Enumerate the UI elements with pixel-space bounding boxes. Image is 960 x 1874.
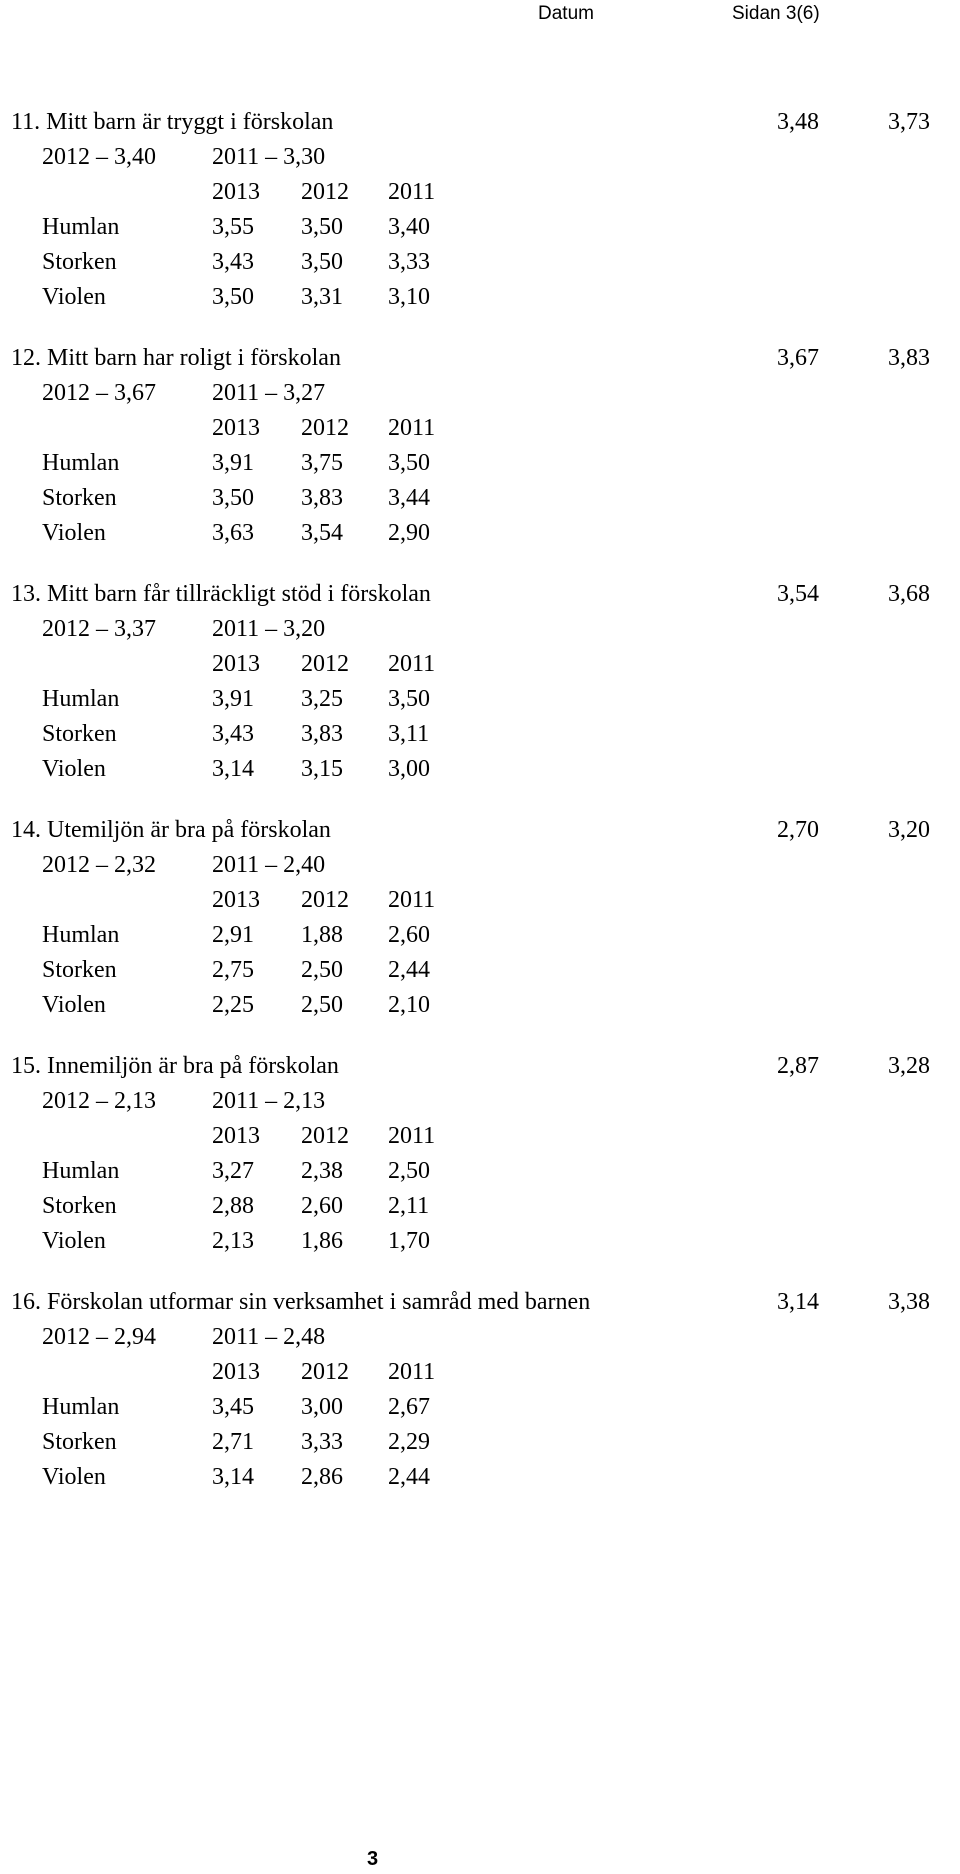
question-header-row	[0, 577, 960, 612]
unit-value: 3,00	[388, 756, 430, 782]
question-value-secondary: 3,83	[888, 345, 930, 371]
question-value-primary: 3,67	[777, 345, 819, 371]
unit-value: 1,88	[301, 922, 343, 948]
year-header: 2012	[301, 651, 349, 677]
history-value: 2012 – 2,13	[42, 1088, 156, 1114]
unit-value: 3,43	[212, 249, 254, 275]
unit-row	[0, 988, 960, 1023]
year-header-row	[0, 411, 960, 446]
unit-value: 3,40	[388, 214, 430, 240]
question-title: 13. Mitt barn får tillräckligt stöd i förskolan	[11, 581, 431, 607]
history-value: 2012 – 2,32	[42, 852, 156, 878]
unit-name: Violen	[42, 1228, 106, 1254]
unit-name: Humlan	[42, 1158, 120, 1184]
unit-value: 2,71	[212, 1429, 254, 1455]
unit-value: 2,10	[388, 992, 430, 1018]
unit-value: 2,90	[388, 520, 430, 546]
history-value: 2011 – 3,30	[212, 144, 326, 170]
unit-name: Humlan	[42, 686, 120, 712]
history-value: 2011 – 2,13	[212, 1088, 326, 1114]
unit-name: Storken	[42, 1429, 117, 1455]
unit-value: 3,91	[212, 450, 254, 476]
question-title: 14. Utemiljön är bra på förskolan	[11, 817, 331, 843]
unit-value: 3,75	[301, 450, 343, 476]
unit-value: 3,50	[212, 284, 254, 310]
unit-name: Storken	[42, 485, 117, 511]
unit-row	[0, 682, 960, 717]
unit-name: Humlan	[42, 450, 120, 476]
year-header-row	[0, 175, 960, 210]
unit-name: Humlan	[42, 922, 120, 948]
history-value: 2012 – 3,37	[42, 616, 156, 642]
unit-name: Storken	[42, 249, 117, 275]
unit-value: 2,60	[301, 1193, 343, 1219]
unit-value: 3,25	[301, 686, 343, 712]
page-number: 3	[367, 1848, 379, 1870]
unit-value: 3,00	[301, 1394, 343, 1420]
unit-value: 3,44	[388, 485, 430, 511]
unit-name: Storken	[42, 957, 117, 983]
unit-value: 3,63	[212, 520, 254, 546]
question-title: 16. Förskolan utformar sin verksamhet i samråd med barnen	[11, 1289, 591, 1315]
unit-row	[0, 1425, 960, 1460]
unit-row	[0, 752, 960, 787]
unit-value: 3,83	[301, 485, 343, 511]
unit-name: Violen	[42, 520, 106, 546]
year-header: 2013	[212, 651, 260, 677]
history-value: 2011 – 3,20	[212, 616, 326, 642]
year-header: 2011	[388, 1359, 436, 1385]
year-header: 2012	[301, 1359, 349, 1385]
unit-value: 3,27	[212, 1158, 254, 1184]
unit-value: 3,50	[388, 686, 430, 712]
question-value-primary: 3,14	[777, 1289, 819, 1315]
year-header: 2013	[212, 1123, 260, 1149]
unit-value: 2,38	[301, 1158, 343, 1184]
history-row	[0, 612, 960, 647]
year-header: 2012	[301, 415, 349, 441]
history-row	[0, 1084, 960, 1119]
unit-row	[0, 210, 960, 245]
question-header-row	[0, 1049, 960, 1084]
unit-value: 2,67	[388, 1394, 430, 1420]
unit-value: 2,44	[388, 1464, 430, 1490]
unit-value: 3,50	[301, 214, 343, 240]
unit-value: 2,86	[301, 1464, 343, 1490]
unit-row	[0, 516, 960, 551]
history-row	[0, 140, 960, 175]
unit-value: 3,14	[212, 1464, 254, 1490]
year-header: 2013	[212, 1359, 260, 1385]
unit-row	[0, 1189, 960, 1224]
question-header-row	[0, 105, 960, 140]
unit-name: Storken	[42, 1193, 117, 1219]
unit-name: Violen	[42, 992, 106, 1018]
unit-name: Violen	[42, 756, 106, 782]
unit-value: 1,70	[388, 1228, 430, 1254]
unit-row	[0, 1154, 960, 1189]
year-header: 2012	[301, 1123, 349, 1149]
question-value-primary: 2,87	[777, 1053, 819, 1079]
question-section	[0, 341, 960, 571]
unit-name: Humlan	[42, 1394, 120, 1420]
unit-value: 2,13	[212, 1228, 254, 1254]
unit-value: 2,50	[301, 957, 343, 983]
question-section	[0, 813, 960, 1043]
year-header: 2012	[301, 887, 349, 913]
question-header-row	[0, 341, 960, 376]
unit-name: Violen	[42, 1464, 106, 1490]
history-value: 2012 – 2,94	[42, 1324, 156, 1350]
unit-value: 2,44	[388, 957, 430, 983]
unit-value: 3,45	[212, 1394, 254, 1420]
question-header-row	[0, 1285, 960, 1320]
year-header-row	[0, 883, 960, 918]
unit-value: 2,25	[212, 992, 254, 1018]
history-row	[0, 848, 960, 883]
question-value-secondary: 3,20	[888, 817, 930, 843]
unit-value: 2,60	[388, 922, 430, 948]
unit-value: 2,88	[212, 1193, 254, 1219]
question-title: 12. Mitt barn har roligt i förskolan	[11, 345, 341, 371]
unit-row	[0, 1224, 960, 1259]
history-row	[0, 1320, 960, 1355]
unit-row	[0, 1390, 960, 1425]
unit-value: 2,11	[388, 1193, 430, 1219]
header-datum: Datum	[538, 3, 594, 24]
unit-value: 3,55	[212, 214, 254, 240]
unit-value: 3,31	[301, 284, 343, 310]
question-value-secondary: 3,68	[888, 581, 930, 607]
year-header: 2011	[388, 415, 436, 441]
unit-value: 3,43	[212, 721, 254, 747]
year-header-row	[0, 1355, 960, 1390]
year-header: 2011	[388, 651, 436, 677]
question-section	[0, 105, 960, 335]
question-value-secondary: 3,73	[888, 109, 930, 135]
history-value: 2011 – 3,27	[212, 380, 326, 406]
history-value: 2011 – 2,48	[212, 1324, 326, 1350]
year-header: 2013	[212, 179, 260, 205]
unit-value: 3,33	[301, 1429, 343, 1455]
unit-name: Violen	[42, 284, 106, 310]
unit-value: 3,54	[301, 520, 343, 546]
unit-row	[0, 446, 960, 481]
question-section	[0, 1285, 960, 1515]
year-header: 2013	[212, 415, 260, 441]
unit-value: 3,83	[301, 721, 343, 747]
unit-value: 2,91	[212, 922, 254, 948]
unit-value: 3,15	[301, 756, 343, 782]
header-page-indicator: Sidan 3(6)	[732, 3, 820, 24]
unit-value: 2,50	[388, 1158, 430, 1184]
history-row	[0, 376, 960, 411]
year-header: 2011	[388, 1123, 436, 1149]
unit-value: 2,29	[388, 1429, 430, 1455]
unit-value: 2,75	[212, 957, 254, 983]
unit-value: 3,50	[212, 485, 254, 511]
question-value-secondary: 3,28	[888, 1053, 930, 1079]
unit-value: 2,50	[301, 992, 343, 1018]
unit-row	[0, 953, 960, 988]
question-value-primary: 3,48	[777, 109, 819, 135]
question-section	[0, 1049, 960, 1279]
unit-name: Storken	[42, 721, 117, 747]
unit-value: 3,50	[301, 249, 343, 275]
unit-value: 3,10	[388, 284, 430, 310]
unit-value: 3,33	[388, 249, 430, 275]
unit-row	[0, 280, 960, 315]
question-section	[0, 577, 960, 807]
unit-value: 3,14	[212, 756, 254, 782]
question-value-secondary: 3,38	[888, 1289, 930, 1315]
unit-row	[0, 918, 960, 953]
question-title: 15. Innemiljön är bra på förskolan	[11, 1053, 339, 1079]
unit-value: 3,11	[388, 721, 430, 747]
unit-row	[0, 245, 960, 280]
question-value-primary: 2,70	[777, 817, 819, 843]
unit-row	[0, 717, 960, 752]
year-header: 2011	[388, 887, 436, 913]
history-value: 2011 – 2,40	[212, 852, 326, 878]
unit-value: 1,86	[301, 1228, 343, 1254]
unit-row	[0, 481, 960, 516]
history-value: 2012 – 3,67	[42, 380, 156, 406]
question-value-primary: 3,54	[777, 581, 819, 607]
unit-row	[0, 1460, 960, 1495]
year-header: 2013	[212, 887, 260, 913]
year-header-row	[0, 647, 960, 682]
year-header: 2011	[388, 179, 436, 205]
unit-value: 3,50	[388, 450, 430, 476]
year-header-row	[0, 1119, 960, 1154]
history-value: 2012 – 3,40	[42, 144, 156, 170]
year-header: 2012	[301, 179, 349, 205]
question-title: 11. Mitt barn är tryggt i förskolan	[11, 109, 334, 135]
unit-value: 3,91	[212, 686, 254, 712]
question-header-row	[0, 813, 960, 848]
unit-name: Humlan	[42, 214, 120, 240]
